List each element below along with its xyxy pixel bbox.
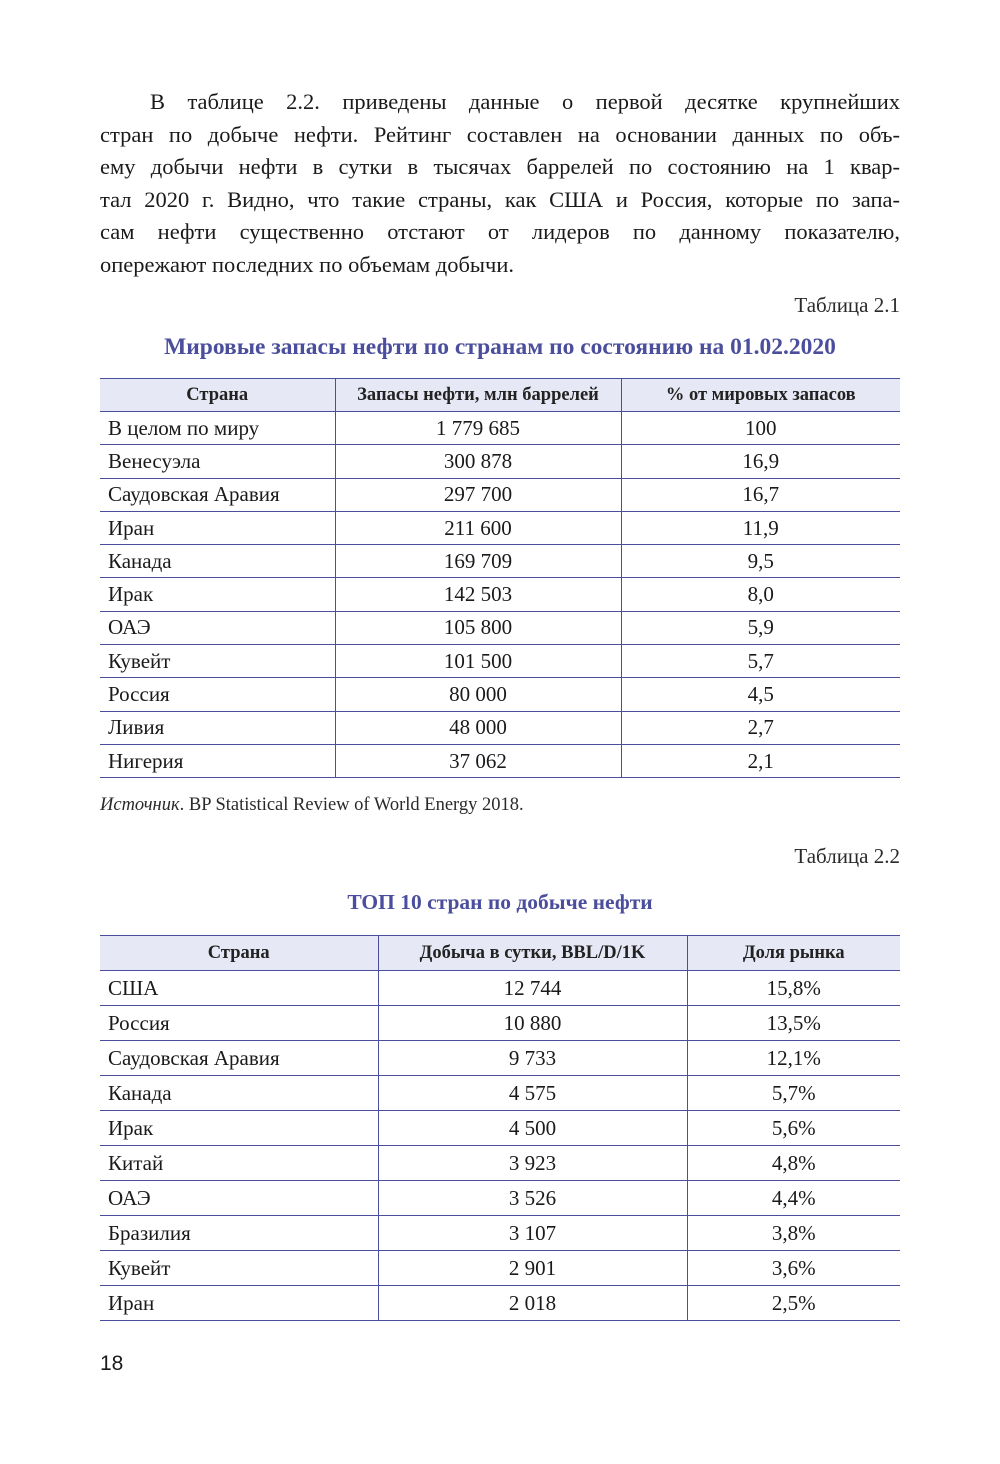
table-1-source — [100, 795, 524, 816]
table-row — [100, 678, 900, 711]
country-cell: США — [100, 971, 378, 1006]
country-cell: Саудовская Аравия — [100, 478, 335, 511]
reserves-cell: 297 700 — [335, 478, 621, 511]
country-cell: Иран — [100, 1286, 378, 1321]
production-cell: 9 733 — [378, 1041, 687, 1076]
production-cell: 3 107 — [378, 1216, 687, 1251]
reserves-cell: 105 800 — [335, 611, 621, 644]
table-row — [100, 1286, 900, 1321]
table-row — [100, 611, 900, 644]
production-cell: 10 880 — [378, 1006, 687, 1041]
reserves-cell: 169 709 — [335, 545, 621, 578]
intro-line: тал 2020 г. Видно, что такие страны, как США и Россия, которые по запа- — [100, 186, 900, 212]
production-cell: 3 923 — [378, 1146, 687, 1181]
table-header-row — [100, 379, 900, 412]
table-2-title: ТОП 10 стран по добыче нефти — [347, 890, 653, 914]
table-row — [100, 445, 900, 478]
production-cell: 2 018 — [378, 1286, 687, 1321]
intro-line: ему добычи нефти в сутки в тысячах баррелей по состоянию на 1 квар- — [100, 154, 900, 179]
reserves-cell: 142 503 — [335, 578, 621, 611]
country-cell: Венесуэла — [100, 445, 335, 478]
table-row — [100, 412, 900, 445]
country-cell: Россия — [100, 1006, 378, 1041]
market-share-cell: 3,8% — [687, 1216, 900, 1251]
table-row — [100, 1076, 900, 1111]
table-row — [100, 1181, 900, 1216]
table-row — [100, 744, 900, 777]
table-row — [100, 1216, 900, 1251]
country-cell: Кувейт — [100, 645, 335, 678]
market-share-cell: 2,5% — [687, 1286, 900, 1321]
oil-production-table — [100, 935, 900, 1321]
market-share-cell: 4,4% — [687, 1181, 900, 1216]
country-cell: В целом по миру — [100, 412, 335, 445]
reserves-cell: 80 000 — [335, 678, 621, 711]
share-cell: 16,9 — [621, 445, 900, 478]
reserves-cell: 48 000 — [335, 711, 621, 744]
production-cell: 4 575 — [378, 1076, 687, 1111]
table-header-row — [100, 936, 900, 971]
intro-line: опережают последних по объемам добычи. — [100, 251, 515, 277]
share-cell: 9,5 — [621, 545, 900, 578]
production-cell: 3 526 — [378, 1181, 687, 1216]
share-cell: 11,9 — [621, 511, 900, 544]
table-2-label: Таблица 2.2 — [794, 844, 900, 868]
column-header: Добыча в сутки, BBL/D/1K — [378, 936, 687, 971]
production-cell: 4 500 — [378, 1111, 687, 1146]
intro-line: В таблице 2.2. приведены данные о первой десятке крупнейших — [150, 89, 900, 114]
country-cell: ОАЭ — [100, 1181, 378, 1216]
share-cell: 4,5 — [621, 678, 900, 711]
production-cell: 2 901 — [378, 1251, 687, 1286]
country-cell: Китай — [100, 1146, 378, 1181]
market-share-cell: 3,6% — [687, 1251, 900, 1286]
column-header: Страна — [100, 936, 378, 971]
country-cell: ОАЭ — [100, 611, 335, 644]
country-cell: Ливия — [100, 711, 335, 744]
country-cell: Кувейт — [100, 1251, 378, 1286]
market-share-cell: 13,5% — [687, 1006, 900, 1041]
share-cell: 2,7 — [621, 711, 900, 744]
share-cell: 5,7 — [621, 645, 900, 678]
source-text: . BP Statistical Review of World Energy 2018. — [179, 795, 524, 815]
table-row — [100, 1041, 900, 1076]
country-cell: Ирак — [100, 1111, 378, 1146]
reserves-cell: 1 779 685 — [335, 412, 621, 445]
share-cell: 2,1 — [621, 744, 900, 777]
market-share-cell: 15,8% — [687, 971, 900, 1006]
country-cell: Бразилия — [100, 1216, 378, 1251]
source-label: Источник — [100, 795, 180, 815]
table-row — [100, 1006, 900, 1041]
table-row — [100, 1146, 900, 1181]
column-header: Запасы нефти, млн баррелей — [335, 379, 621, 412]
table-1-label: Таблица 2.1 — [794, 293, 900, 317]
share-cell: 16,7 — [621, 478, 900, 511]
production-cell: 12 744 — [378, 971, 687, 1006]
intro-line: сам нефти существенно отстают от лидеров по данному показателю, — [100, 219, 900, 244]
column-header: % от мировых запасов — [621, 379, 900, 412]
intro-line: стран по добыче нефти. Рейтинг составлен на основании данных по объ- — [100, 121, 900, 147]
country-cell: Иран — [100, 511, 335, 544]
country-cell: Россия — [100, 678, 335, 711]
market-share-cell: 12,1% — [687, 1041, 900, 1076]
table-row — [100, 1251, 900, 1286]
intro-paragraph — [100, 86, 900, 281]
country-cell: Саудовская Аравия — [100, 1041, 378, 1076]
country-cell: Канада — [100, 1076, 378, 1111]
reserves-cell: 101 500 — [335, 645, 621, 678]
table-row — [100, 511, 900, 544]
oil-reserves-table — [100, 378, 900, 778]
country-cell: Ирак — [100, 578, 335, 611]
reserves-cell: 300 878 — [335, 445, 621, 478]
share-cell: 5,9 — [621, 611, 900, 644]
column-header: Доля рынка — [687, 936, 900, 971]
market-share-cell: 5,6% — [687, 1111, 900, 1146]
country-cell: Канада — [100, 545, 335, 578]
reserves-cell: 211 600 — [335, 511, 621, 544]
table-row — [100, 645, 900, 678]
table-row — [100, 478, 900, 511]
table-row — [100, 578, 900, 611]
table-row — [100, 971, 900, 1006]
table-row — [100, 711, 900, 744]
country-cell: Нигерия — [100, 744, 335, 777]
market-share-cell: 4,8% — [687, 1146, 900, 1181]
page-number: 18 — [100, 1352, 124, 1375]
column-header: Страна — [100, 379, 335, 412]
table-row — [100, 1111, 900, 1146]
table-row — [100, 545, 900, 578]
market-share-cell: 5,7% — [687, 1076, 900, 1111]
reserves-cell: 37 062 — [335, 744, 621, 777]
share-cell: 8,0 — [621, 578, 900, 611]
table-1-title: Мировые запасы нефти по странам по состоянию на 01.02.2020 — [164, 334, 836, 360]
share-cell: 100 — [621, 412, 900, 445]
